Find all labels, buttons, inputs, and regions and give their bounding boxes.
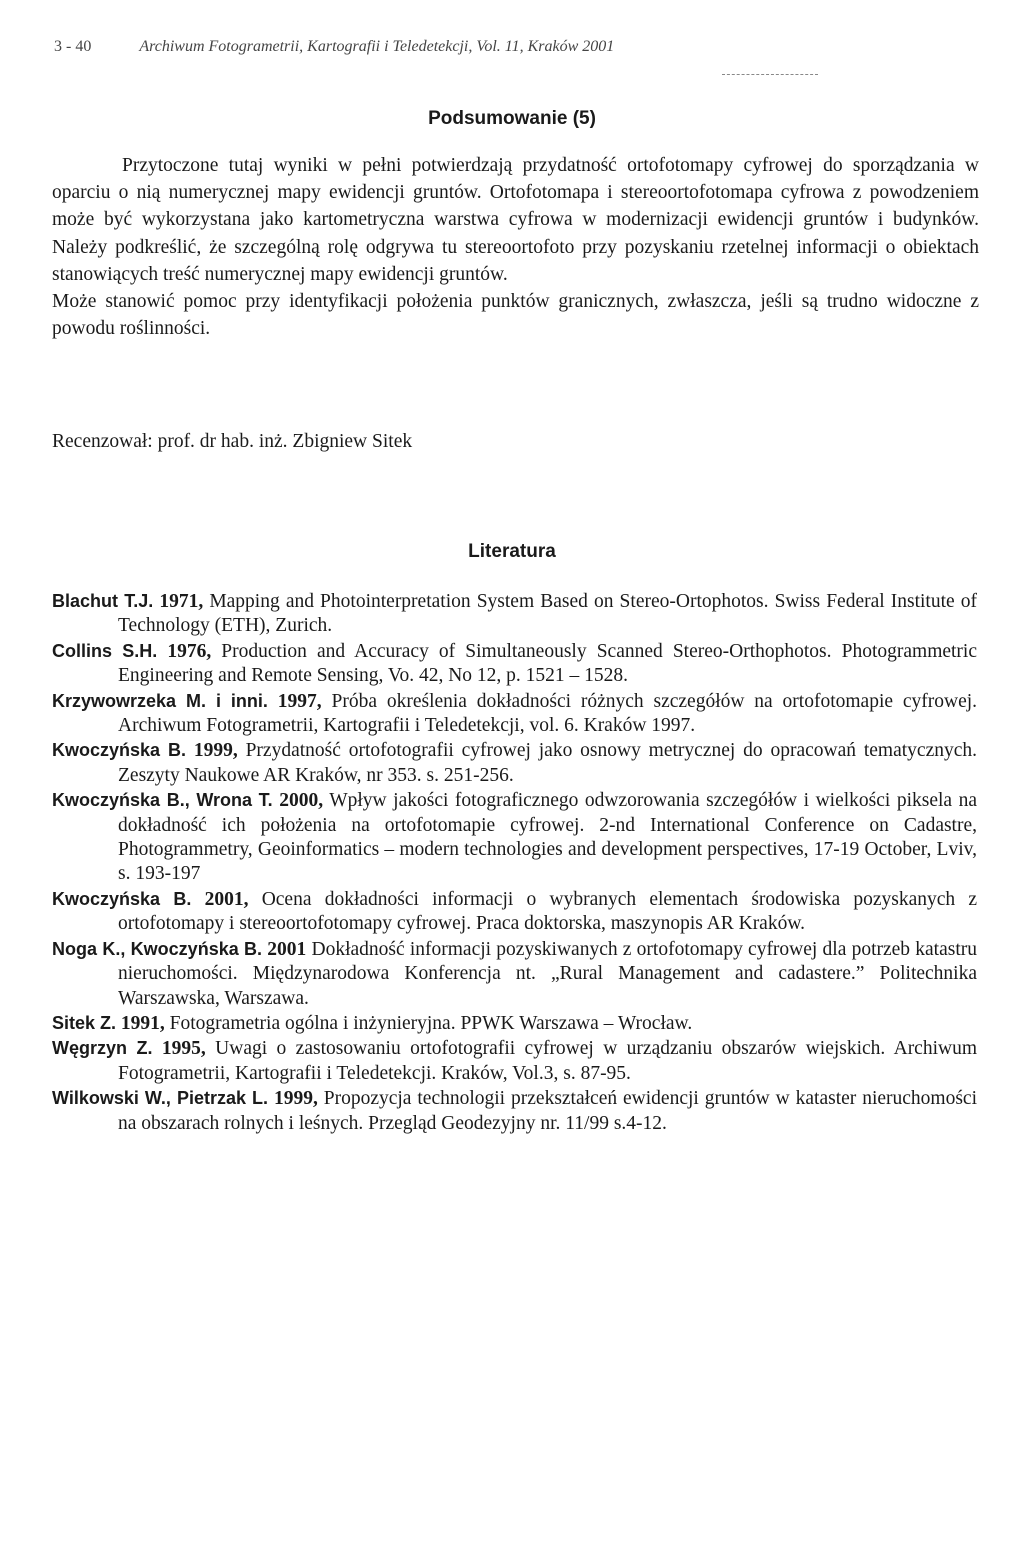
reference-year: 1991, — [120, 1012, 165, 1034]
literature-title: Literatura — [468, 541, 556, 562]
reference-text: Przydatność ortofotografii cyfrowej jako osnowy metrycznej do opracowań tematycznych. Zeszyty Naukowe AR Kraków, nr 353. s. 251-256. — [118, 740, 978, 786]
reference-year: 1995, — [161, 1038, 206, 1060]
reference-text: Uwagi o zastosowaniu ortofotografii cyfrowej w urządzaniu obszarów wiejskich. Archiwum Fotogrametrii, Kartografii i Teledetekcji. Kraków, Vol.3, s. 87-95. — [118, 1038, 978, 1084]
reference-author: Blachut T.J. — [52, 591, 154, 611]
reference-author: Krzywowrzeka M. i inni. — [52, 690, 268, 711]
reference-year: 1999, — [193, 740, 238, 762]
reference-item — [52, 937, 977, 1011]
reference-text: Próba określenia dokładności różnych szczegółów na ortofotomapie cyfrowej. Archiwum Fotogrametrii, Kartografii i Teledetekcji, vol. 6. Kraków 1997. — [118, 690, 978, 737]
reference-text: Dokładność informacji pozyskiwanych z ortofotomapy cyfrowej dla potrzeb katastru nieruchomości. Międzynarodowa Konferencja nt. „Rural Management and cadastere.” Politechnika Warszawska, Warszawa. — [118, 938, 977, 1009]
reference-year: 1999, — [273, 1088, 318, 1110]
reference-year: 2001, — [204, 888, 249, 910]
reference-item — [52, 1086, 977, 1136]
running-header — [54, 38, 614, 56]
reference-author: Sitek Z. — [52, 1012, 117, 1033]
reference-author: Węgrzyn Z. — [52, 1038, 153, 1059]
reference-text: Mapping and Photointerpretation System Based on Stereo-Ortophotos. Swiss Federal Institute of Technology (ETH), Zurich. — [118, 591, 978, 637]
reference-item — [52, 788, 977, 887]
reference-text: Fotogrametria ogólna i inżynieryjna. PPWK Warszawa – Wrocław. — [169, 1012, 693, 1034]
reference-text: Production and Accuracy of Simultaneously Scanned Stereo-Orthophotos. Photogrammetric Engineering and Remote Sensing, Vo. 42, No 12, p. 1521 – 1528. — [118, 640, 978, 687]
reviewer-note: Recenzował: prof. dr hab. inż. Zbigniew Sitek — [52, 431, 413, 452]
reference-author: Kwoczyńska B., Wrona T. — [52, 790, 273, 811]
reference-author: Wilkowski W., Pietrzak L. — [52, 1088, 269, 1109]
page-number: 3 - 40 — [54, 38, 92, 55]
reference-author: Kwoczyńska B. — [52, 740, 187, 761]
reference-year: 1997, — [277, 690, 322, 712]
reference-item — [52, 639, 977, 689]
reference-text: Propozycja technologii przekształceń ewidencji gruntów w kataster nieruchomości na obszarach rolnych i leśnych. Przegląd Geodezyjny nr. 11/99 s.4-12. — [118, 1088, 977, 1134]
reference-item — [52, 1036, 977, 1086]
reference-text: Ocena dokładności informacji o wybranych elementach środowiska pozyskanych z ortofotomapy i stereoortofotomapy cyfrowej. Praca doktorska, maszynopis AR Kraków. — [118, 888, 978, 935]
summary-title: Podsumowanie (5) — [428, 108, 596, 129]
reference-list — [52, 589, 977, 1136]
reference-item — [52, 1011, 977, 1036]
reference-text: Wpływ jakości fotograficznego odwzorowania szczegółów i wielkości piksela na dokładność ich położenia na ortofotomapie cyfrowej. 2-nd International Conference on Cadastre, Photogrammetry, Geoinformatics – modern technologies and development perspectives, 17-19 October, Lviv, s. 193-197 — [118, 790, 978, 885]
reference-year: 1971, — [159, 591, 204, 612]
reference-author: Noga K., Kwoczyńska B. — [52, 938, 263, 959]
reference-item — [52, 689, 977, 739]
summary-paragraph-1: Przytoczone tutaj wyniki w pełni potwierdzają przydatność ortofotomapy cyfrowej do sporządzania w oparciu o nią numerycznej mapy ewidencji gruntów. Ortofotomapa i stereoortofotomapa cyfrowa z powodzeniem może być wykorzystana jako kartometryczna warstwa cyfrowa w modernizacji ewidencji gruntów i budynków. Należy podkreślić, że szczególną rolę odgrywa tu stereoortofoto przy pozyskaniu rzetelnej informacji o obiektach stanowiących treść numerycznej mapy ewidencji gruntów. — [52, 155, 979, 285]
summary-paragraph-2: Może stanowić pomoc przy identyfikacji położenia punktów granicznych, zwłaszcza, jeśli są trudno widoczne z powodu roślinności. — [52, 291, 979, 340]
summary-body — [52, 152, 979, 342]
header-rule — [722, 74, 818, 75]
reference-item — [52, 589, 977, 639]
journal-title: Archiwum Fotogrametrii, Kartografii i Teledetekcji, Vol. 11, Kraków 2001 — [139, 38, 615, 55]
reference-year: 2000, — [279, 790, 324, 812]
reference-item — [52, 887, 977, 937]
reference-year: 1976, — [167, 640, 212, 662]
reference-author: Collins S.H. — [52, 640, 158, 661]
reference-year: 2001 — [267, 938, 307, 960]
reference-author: Kwoczyńska B. — [52, 888, 192, 909]
reference-item — [52, 738, 977, 788]
